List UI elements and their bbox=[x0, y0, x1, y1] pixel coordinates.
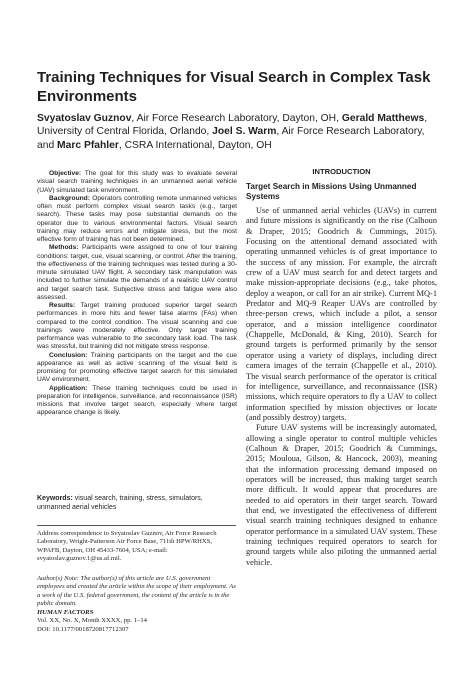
introduction-body bbox=[246, 206, 437, 568]
author-affiliation: CSRA International, Dayton, OH bbox=[124, 139, 272, 151]
author-affiliation: , bbox=[131, 113, 137, 124]
abstract-label: Conclusion: bbox=[49, 351, 88, 359]
author-affiliation: University of Central Florida, Orlando, bbox=[37, 126, 213, 138]
author-affiliation: Air Force Research Laboratory, Dayton, OH, bbox=[136, 113, 342, 124]
keywords-text: visual search, training, stress, simulators, unmanned aerial vehicles bbox=[37, 495, 203, 511]
abstract-text: Training participants on the target and the cue appearance as well as active scanning of the visual field is promising for promoting effective target search for this simulated UAV environment. bbox=[37, 351, 237, 384]
subsection-heading: Target Search in Missions Using Unmanned Systems bbox=[246, 182, 417, 201]
keywords bbox=[37, 494, 237, 512]
keywords-label: Keywords: bbox=[37, 495, 73, 502]
abstract-label: Application: bbox=[49, 384, 88, 392]
abstract-methods bbox=[37, 244, 237, 302]
paper-title: Training Techniques for Visual Search in Complex Task Environments bbox=[37, 69, 431, 105]
author-name: Gerald Matthews bbox=[341, 113, 425, 124]
body-paragraph: Future UAV systems will be increasingly automated, allowing a single operator to control multiple vehicles (Calhoun & Draper, 2015; Goodrich & Cummings, 2015; Mouloua, Gilson, & Hancock, 2003), meaning that the information processing demand imposed on operators will be increased, thus making target search more difficult. It would appear that procedures are needed to aid operators in their target search. Toward that end, we investigated the effectiveness of different visual search training techniques designed to enhance operator performance in a simulated UAV system. These training techniques required operators to search for ground targets while also piloting the unmanned aerial vehicle. bbox=[246, 423, 437, 567]
abstract-objective bbox=[37, 170, 237, 195]
abstract-background bbox=[37, 195, 237, 245]
author-name: Svyatoslav Guznov bbox=[37, 113, 132, 124]
author-name: Marc Pfahler bbox=[57, 139, 119, 151]
abstract-text: These training techniques could be used in preparation for intelligence, surveillance, and reconnaissance (ISR) missions that involve target search, especially where target appearance change is likely. bbox=[37, 384, 237, 417]
journal-name: HUMAN FACTORS bbox=[37, 609, 94, 616]
footnote-divider bbox=[37, 525, 236, 526]
author-note: Author(s) Note: The author(s) of this article are U.S. government employees and created the article within the scope of their employment. As a work of the U.S. federal government, the content of the article is in the public domain. bbox=[37, 575, 236, 607]
abstract-text: Operators controlling remote unmanned vehicles often must perform complex visual search tasks (e.g., target search). These tasks may pose substantial demands on the operator due to various environmental factors. Visual search training may reduce errors and mitigate stress, but the most effective form of training has not been determined. bbox=[37, 194, 237, 243]
abstract-results bbox=[37, 302, 237, 352]
author-list: Svyatoslav Guznov, Air Force Research Laboratory, Dayton, OH, Gerald Matthews, University of Central Florida, Orlando, Joel S. Warm, Air Force Research Laboratory, and Marc Pfahler, CSRA International, Dayton, OH bbox=[37, 113, 428, 151]
abstract-label: Methods: bbox=[49, 244, 79, 252]
abstract-label: Background: bbox=[49, 194, 90, 202]
section-heading: INTRODUCTION bbox=[312, 167, 371, 176]
abstract bbox=[37, 170, 237, 418]
abstract-label: Objective: bbox=[49, 170, 82, 177]
abstract-text: Target training produced superior target search performances in more hits and fewer false alarms (FAs) when compared to the control condition. The visual scanning and cue trainings were moderately effective. Only target training performance was vulnerable to the secondary task load. The task was stressful, but training did not mitigate stress response. bbox=[37, 302, 237, 351]
abstract-label: Results: bbox=[49, 302, 76, 309]
journal-doi: DOI: 10.1177/0018720817712307 bbox=[37, 625, 129, 633]
abstract-text: The goal for this study was to evaluate several visual search training techniques in an unmanned aerial vehicle (UAV) simulated task environment. bbox=[37, 170, 237, 194]
body-paragraph: Use of unmanned aerial vehicles (UAVs) in current and future missions is significantly on the rise (Calhoun & Draper, 2015; Goodrich & Cummings, 2015). Focusing on the attentional demand associated with operating unmanned vehicles is of great importance to the success of any mission. For example, the aircraft crew of a UAV must search for and detect targets and make mission-appropriate decisions (e.g., take photos, deploy a weapon, or call for an air strike). Current MQ-1 Predator and MQ-9 Reaper UAVs are controlled by three-person crews, which include a pilot, a sensor operator, and a mission intelligence coordinator (Chappelle, McDonald, & King, 2010). Search for ground targets is performed primarily by the sensor operator using a variety of displays, including direct camera images of the terrain (Chappelle et al., 2010). The visual search performance of the operator is critical for intelligence, surveillance, and reconnaissance (ISR) missions, which require operators to fly a UAV to collect information specified by mission objectives or locate (and possibly destroy) targets. bbox=[246, 206, 437, 422]
abstract-application bbox=[37, 385, 237, 418]
abstract-conclusion bbox=[37, 352, 237, 385]
author-affiliation: Air Force Research Laboratory, and bbox=[37, 126, 425, 151]
correspondence-address: Address correspondence to Svyatoslav Guznov, Air Force Research Laboratory, Wright-Patterson Air Force Base, 711th HPW/RHXS, WPAFB, Dayton, OH 45433-7604, USA; e-mail: svyatoslav.guznov.1@us.af.mil. bbox=[37, 530, 217, 562]
journal-volume: Vol. XX, No. X, Month XXXX, pp. 1–14 bbox=[37, 617, 148, 625]
abstract-text: Participants were assigned to one of four training conditions: target, cue, visual scanning, or control. After the training, the effectiveness of the training techniques was tested during a 30-minute simulated UAV flight. A secondary task manipulation was included to further simulate the demands of a realistic UAV control and target search task. Subjective stress and fatigue were also assessed. bbox=[37, 244, 237, 301]
author-name: Joel S. Warm bbox=[212, 126, 277, 138]
journal-info bbox=[37, 609, 237, 634]
